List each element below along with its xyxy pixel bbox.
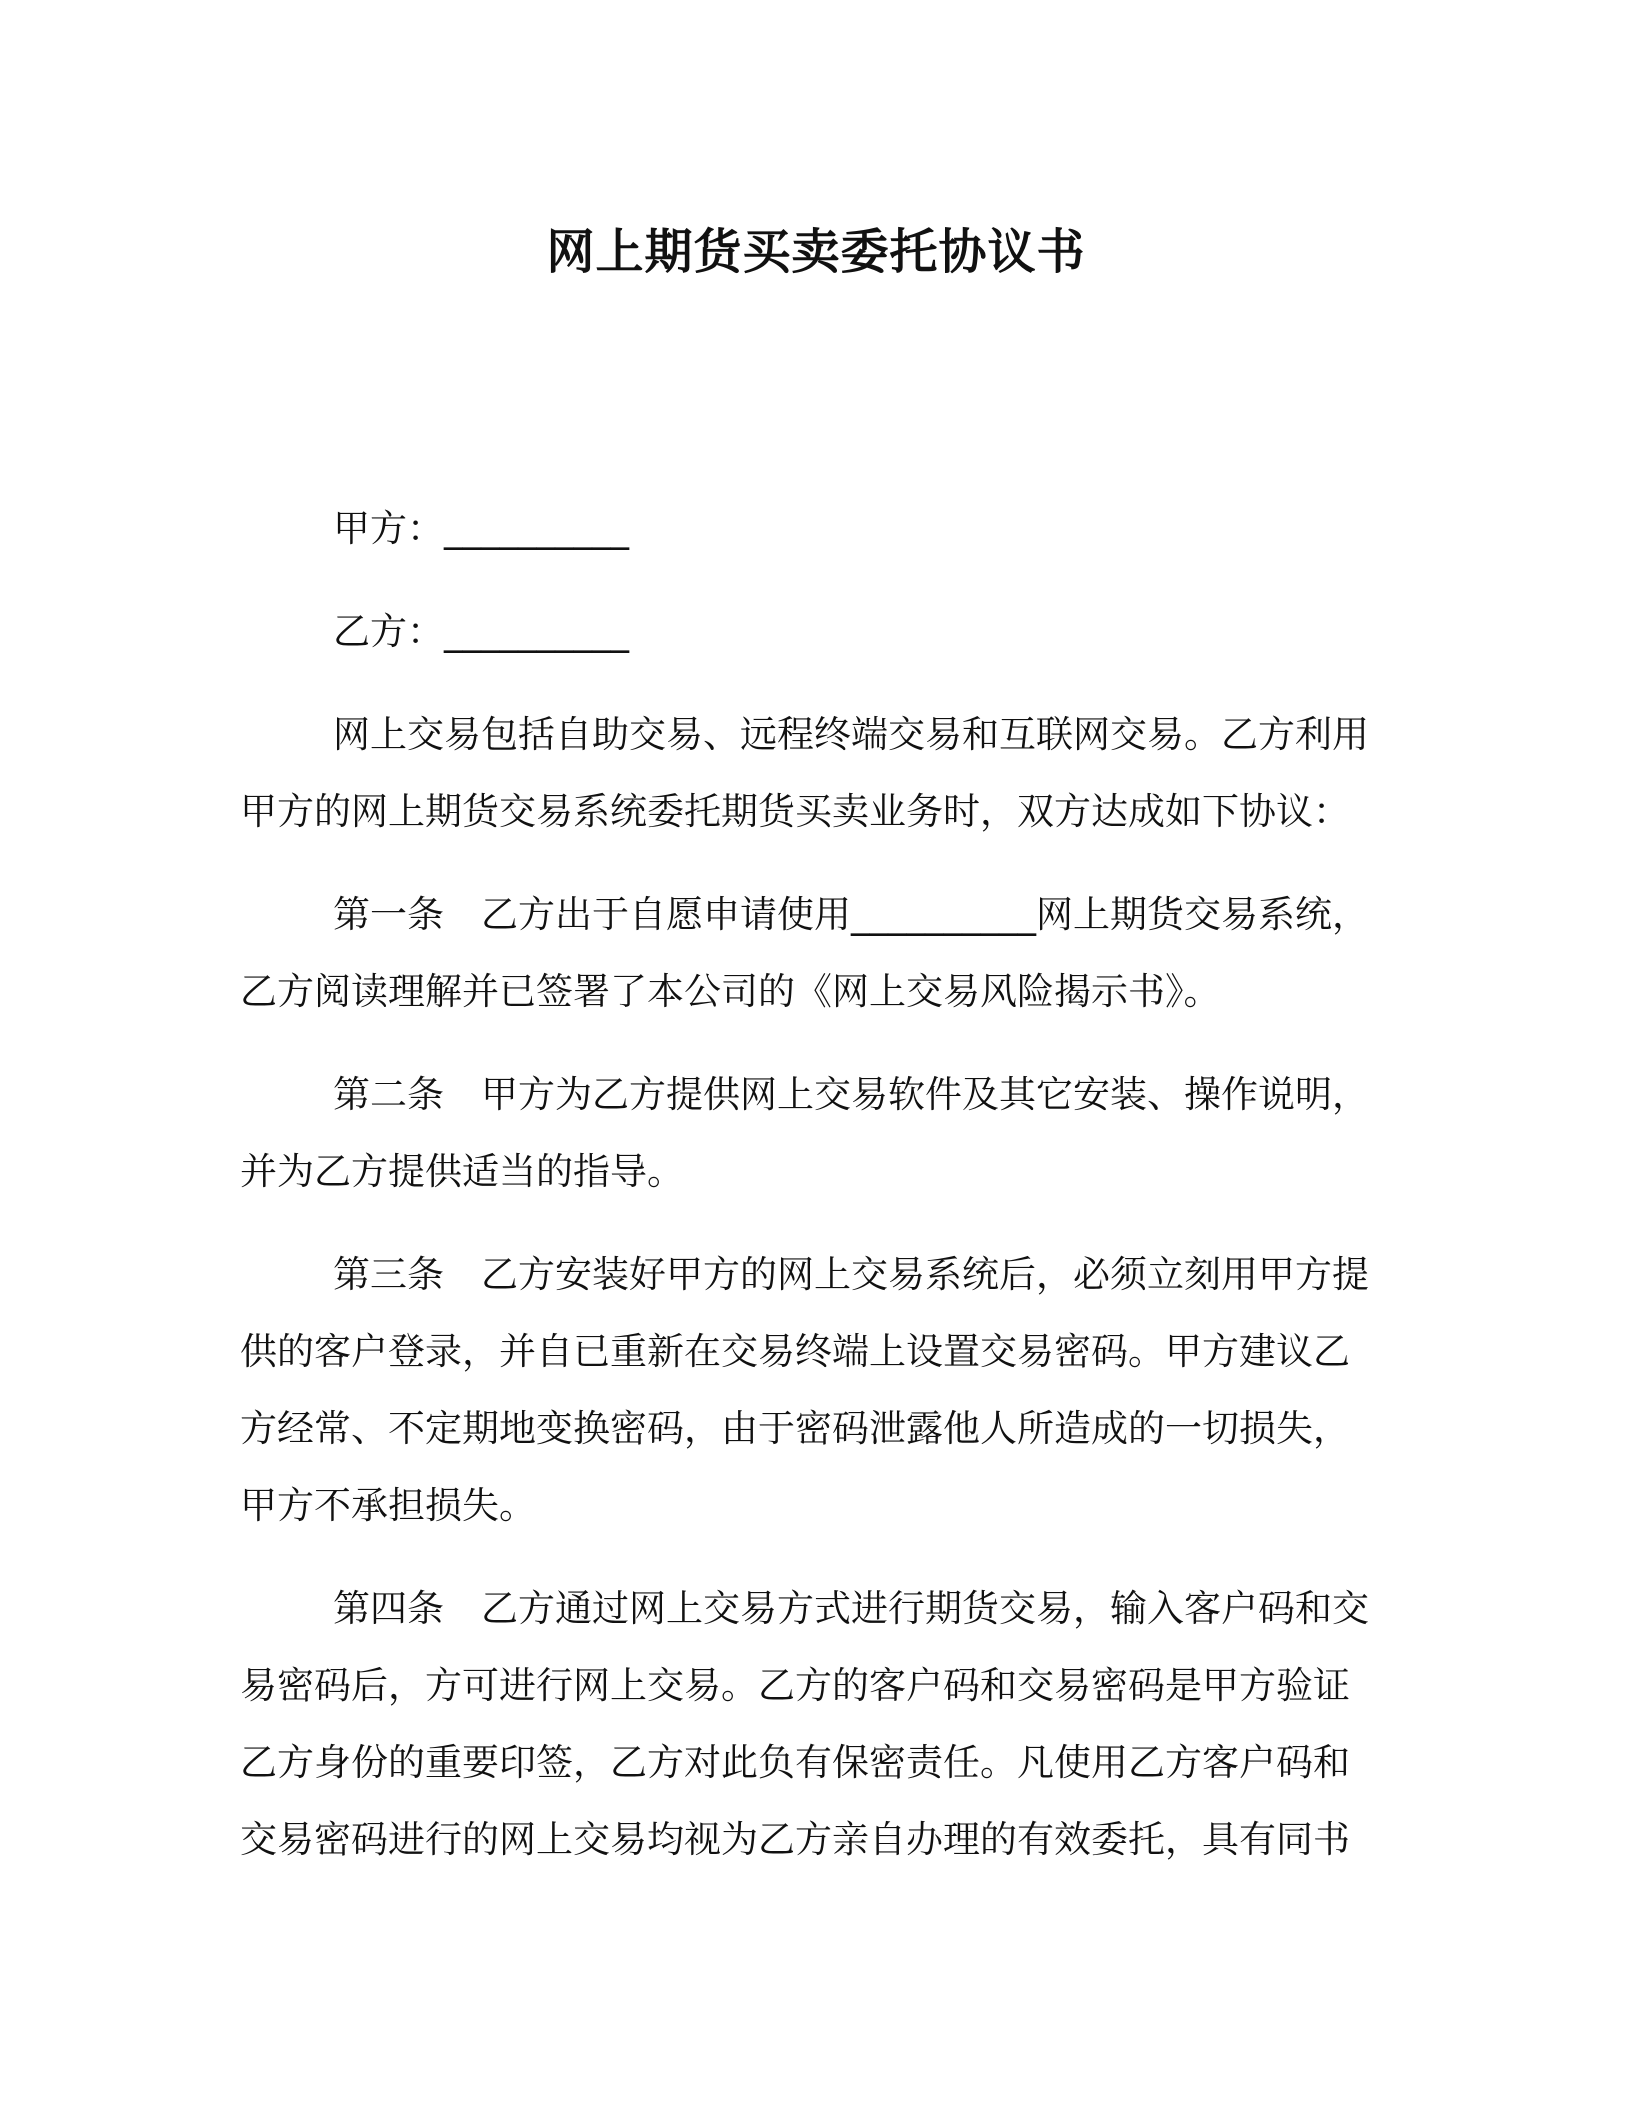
text-line: 第二条 甲方为乙方提供网上交易软件及其它安装、操作说明， [333,1073,1369,1116]
party-b-label: 乙方： [333,610,444,653]
text-line: 乙方阅读理解并已签署了本公司的《网上交易风险揭示书》。 [240,970,1221,1013]
party-a-label: 甲方： [333,507,444,550]
party-a-blank: __________ [444,507,629,550]
party-b-blank: __________ [444,610,629,653]
text-line: 乙方身份的重要印签，乙方对此负有保密责任。凡使用乙方客户码和 [240,1741,1350,1784]
intro-paragraph [240,696,1380,850]
article-1 [240,876,1380,1030]
text-line: 第三条 乙方安装好甲方的网上交易系统后，必须立刻用甲方提 [333,1253,1369,1296]
document-body [240,490,1380,1904]
party-b [240,593,1380,670]
text-line: 第四条 乙方通过网上交易方式进行期货交易，输入客户码和交 [333,1587,1369,1630]
text-line: 并为乙方提供适当的指导。 [240,1150,684,1193]
document-title: 网上期货买卖委托协议书 [546,224,1086,280]
text-line: 网上交易包括自助交易、远程终端交易和互联网交易。乙方利用 [333,713,1369,756]
text-line: 第一条 乙方出于自愿申请使用__________网上期货交易系统， [333,893,1369,936]
text-line: 甲方不承担损失。 [240,1484,536,1527]
party-a [240,490,1380,567]
text-line: 方经常、不定期地变换密码，由于密码泄露他人所造成的一切损失， [240,1407,1350,1450]
article-3 [240,1236,1380,1544]
article-2 [240,1056,1380,1210]
text-line: 交易密码进行的网上交易均视为乙方亲自办理的有效委托，具有同书 [240,1818,1350,1861]
text-line: 供的客户登录，并自已重新在交易终端上设置交易密码。甲方建议乙 [240,1330,1350,1373]
text-line: 甲方的网上期货交易系统委托期货买卖业务时，双方达成如下协议： [240,790,1350,833]
article-4 [240,1570,1380,1878]
text-line: 易密码后，方可进行网上交易。乙方的客户码和交易密码是甲方验证 [240,1664,1350,1707]
